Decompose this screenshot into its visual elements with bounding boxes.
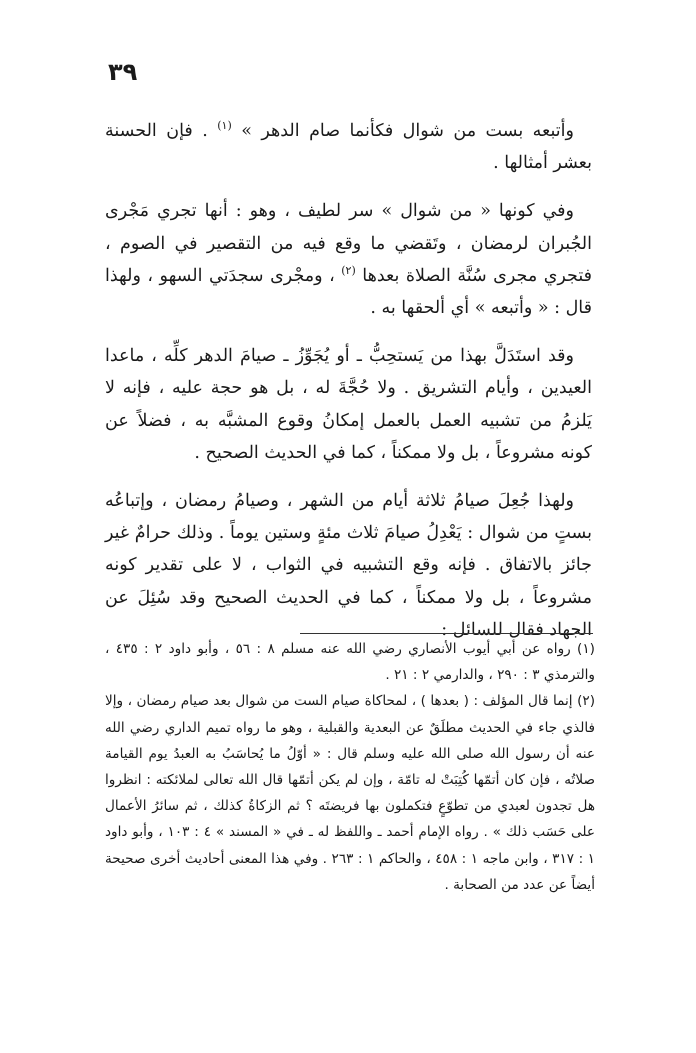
footnote-ref-1: (١) — [217, 119, 232, 133]
footnote-2-text: إنما قال المؤلف : ( بعدها ) ، لمحاكاة صيام الست من شوال بعد صيام رمضان ، وإلا فالذي جاء في الحديث مطلَقٌ عن البعدية والقبلية ، وهو ما رواه تميم الداري رضي الله عنه أن رسول الله صلى الله عليه وسلم قال : « أوّلُ ما يُحاسَبُ به العبدُ يوم القيامة صلاتُه ، فإن كان أتمّها كُتِبَتْ له تامّة ، وإن لم يكن أتمّها قال الله تعالى لملائكته : انظروا هل تجدون لعبدي من تطوّعٍ فتكملون بها فريضتَه ؟ ثم الزكاةُ كذلك ، ثم سائرُ الأعمال على حَسَب ذلك » . رواه الإمام أحمد ـ واللفظ له ـ في « المسند » ٤ : ١٠٣ ، وأبو داود ١ : ٣١٧ ، وابن ماجه ١ : ٤٥٨ ، والحاكم ١ : ٢٦٣ . وفي هذا المعنى أحاديث أخرى صحيحة أيضاً عن عدد من الصحابة . — [105, 693, 595, 893]
footnote-1-text: رواه عن أبي أيوب الأنصاري رضي الله عنه مسلم ٨ : ٥٦ ، وأبو داود ٢ : ٤٣٥ ، والترمذي ٣ : ٢٩٠ ، والدارمي ٢ : ٢١ . — [105, 641, 595, 684]
paragraph-1 — [105, 115, 592, 179]
footnote-1 — [105, 636, 595, 688]
paragraph-2 — [105, 195, 592, 324]
footnote-2 — [105, 688, 595, 898]
paragraph-1-text-a: وأتبعه بست من شوال فكأنما صام الدهر » — [241, 121, 574, 141]
footnote-ref-2: (٢) — [341, 263, 356, 277]
paragraph-2-text-b: ، ومجْرى سجدَتي السهو ، ولهذا قال : « وأتبعه » أي ألحقها به . — [105, 265, 592, 319]
paragraph-2-text-a: وفي كونها « من شوال » سر لطيف ، وهو : أنها تجري مَجْرى الجُبران لرمضان ، وتَقضي ما وقع فيه من التقصير في الصوم ، فتجري مجرى سُنَّة الصلاة بعدها — [105, 201, 592, 286]
footnote-separator — [300, 633, 593, 634]
main-text — [105, 115, 592, 646]
paragraph-4: ولهذا جُعِلَ صيامُ ثلاثة أيام من الشهر ، وصيامُ رمضان ، وإتباعُه بستٍ من شوال : يَعْدِلُ صيامَ ثلاث مئةٍ وستين يوماً . وذلك حرامٌ غير جائز بالاتفاق . فإنه وقع التشبيه في الثواب ، لا على تقدير كونه مشروعاً ، بل ولا ممكناً ، كما في الحديث الصحيح وقد سُئِلَ عن الجهاد فقال للسائل : — [105, 491, 592, 640]
footnote-1-marker: (١) — [577, 641, 595, 657]
page-number: ٣٩ — [108, 58, 138, 86]
footnote-2-marker: (٢) — [577, 693, 596, 710]
paragraph-1-text-b: . فإن الحسنة بعشر أمثالها . — [105, 121, 592, 174]
paragraph-3: وقد استَدَلَّ بهذا من يَستحِبُّ ـ أو يُجَوِّزُ ـ صيامَ الدهر كلِّه ، ماعدا العيدين ، وأيام التشريق . ولا حُجَّةَ له ، بل هو حجة عليه ، فإنه لا يَلزمُ من تشبيه العمل بالعمل إمكانُ وقوع المشبَّه به ، فضلاً عن كونه مشروعاً ، بل ولا ممكناً ، كما في الحديث الصحيح . — [105, 346, 592, 463]
footnotes — [105, 636, 595, 898]
